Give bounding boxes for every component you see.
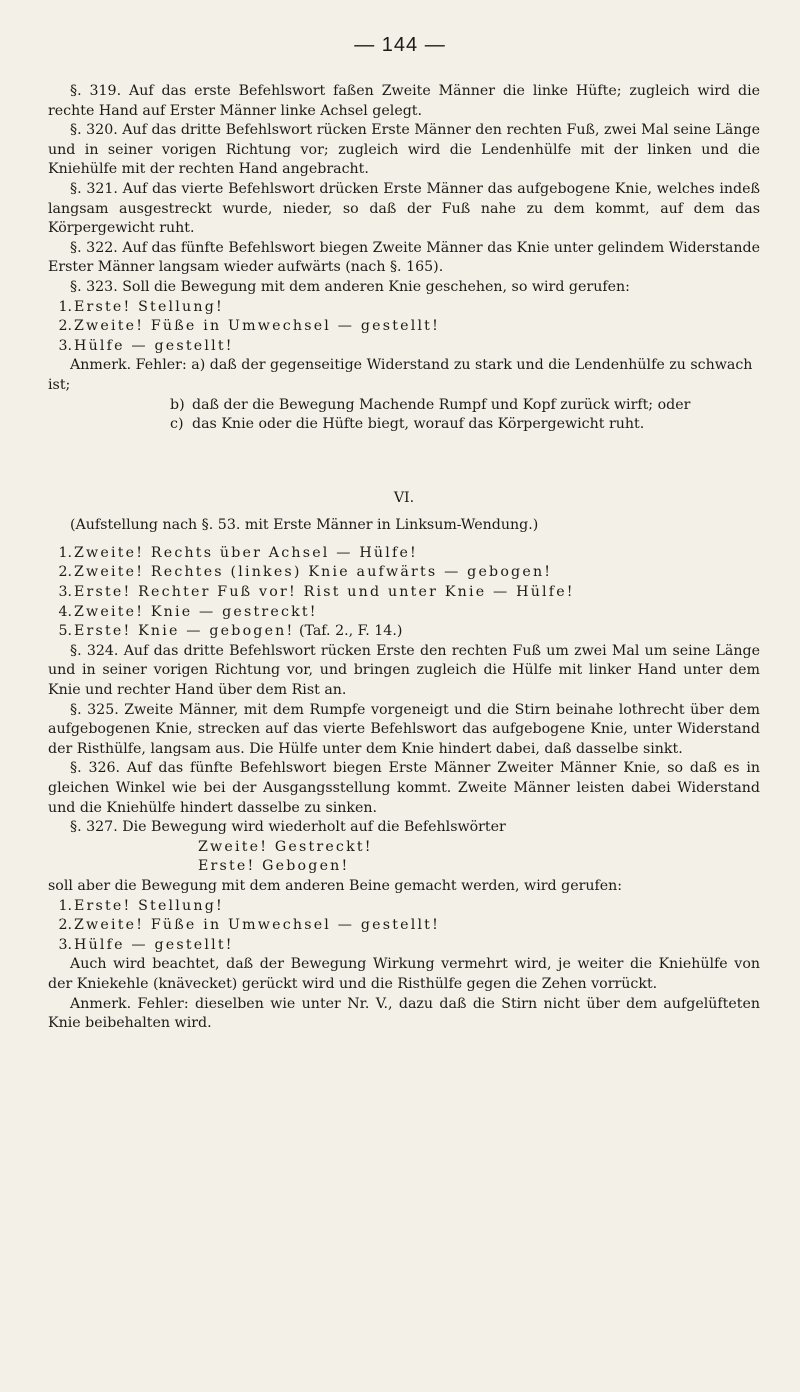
command-item: 3. Erste! Rechter Fuß vor! Rist und unter Knie — Hülfe! (58, 584, 575, 601)
anmerk-2: Anmerk. Fehler: dieselben wie unter Nr. V., dazu daß die Stirn nicht über dem aufgelüfteten Knie beibehalten wird. (48, 995, 760, 1032)
section-title: VI. (393, 489, 415, 506)
command-line: Zweite! Gestreckt! (198, 838, 373, 855)
command-item: 4. Zweite! Knie — gestreckt! (58, 603, 318, 620)
figure-reference: (Taf. 2., F. 14.) (294, 623, 403, 640)
command-item: 2. Zweite! Füße in Umwechsel — gestellt! (58, 917, 440, 934)
command-list-2 (48, 544, 760, 642)
paragraph-323: §. 323. Soll die Bewegung mit dem anderen Knie geschehen, so wird gerufen: (70, 278, 630, 295)
anmerk-1-lead: Anmerk. Fehler: a) daß der gegenseitige Widerstand zu stark und die Lendenhülfe zu schwach ist; (48, 357, 753, 393)
command-item: 2. Zweite! Füße in Umwechsel — gestellt! (58, 318, 440, 335)
paragraph-322: §. 322. Auf das fünfte Befehlswort biegen Zweite Männer das Knie unter gelindem Widerstande Erster Männer langsam wieder aufwärts (nach §. 165). (48, 239, 760, 276)
paragraph-327: §. 327. Die Bewegung wird wiederholt auf die Befehlswörter (70, 819, 506, 836)
command-list-1 (48, 298, 760, 357)
command-item: 2. Zweite! Rechtes (linkes) Knie aufwärts — gebogen! (58, 564, 553, 581)
paragraph-325: §. 325. Zweite Männer, mit dem Rumpfe vorgeneigt und die Stirn beinahe lothrecht über dem aufgebogenen Knie, strecken auf das vierte Befehlswort das aufgebogene Knie, unter Widerstand der Risthülfe, langsam aus. Die Hülfe unter dem Knie hindert dabei, daß dasselbe sinkt. (48, 701, 760, 757)
page-body (48, 82, 760, 1034)
command-item: 3. Hülfe — gestellt! (58, 337, 234, 354)
paragraph-321: §. 321. Auf das vierte Befehlswort drücken Erste Männer das aufgebogene Knie, welches indeß langsam ausgestreckt wurde, nieder, so daß der Fuß nahe zu dem kommt, auf dem das Körpergewicht ruht. (48, 180, 760, 237)
command-list-4 (48, 897, 760, 956)
anmerk-1-item-c: c) das Knie oder die Hüfte biegt, worauf das Körpergewicht ruht. (170, 416, 645, 433)
section-subtitle: (Aufstellung nach §. 53. mit Erste Männer in Linksum-Wendung.) (70, 517, 539, 534)
paragraph-326: §. 326. Auf das fünfte Befehlswort biegen Erste Männer Zweiter Männer Knie, so daß es in gleichen Winkel wie bei der Ausgangsstellung kommt. Zweite Männer leisten dabei Widerstand und die Kniehülfe hindert dasselbe zu sinken. (48, 760, 760, 816)
anmerk-1-item-b: b) daß der die Bewegung Machende Rumpf und Kopf zurück wirft; oder (170, 396, 691, 413)
command-item: 1. Zweite! Rechts über Achsel — Hülfe! (58, 544, 418, 561)
paragraph-320: §. 320. Auf das dritte Befehlswort rücken Erste Männer den rechten Fuß, zwei Mal seine Länge und in seiner vorigen Richtung vor; zugleich wird die Lendenhülfe mit der linken und die Kniehülfe mit der rechten Hand angebracht. (48, 122, 760, 178)
paragraph-324: §. 324. Auf das dritte Befehlswort rücken Erste den rechten Fuß um zwei Mal um seine Länge und in seiner vorigen Richtung vor, und bringen zugleich die Hülfe mit linker Hand unter dem Knie und rechter Hand über dem Rist an. (48, 642, 760, 699)
command-line: Erste! Gebogen! (198, 858, 350, 875)
paragraph-final: Auch wird beachtet, daß der Bewegung Wirkung vermehrt wird, je weiter die Kniehülfe von der Kniekehle (knävecket) gerückt wird und die Risthülfe gegen die Zehen vorrückt. (48, 956, 760, 992)
paragraph-319: §. 319. Auf das erste Befehlswort faßen Zweite Männer die linke Hüfte; zugleich wird die rechte Hand auf Erster Männer linke Achsel gelegt. (48, 83, 760, 119)
command-item: 3. Hülfe — gestellt! (58, 936, 234, 953)
page-number: — 144 — (354, 34, 446, 56)
command-item: 5. Erste! Knie — gebogen! (Taf. 2., F. 14.) (58, 623, 403, 640)
paragraph-327-continued: soll aber die Bewegung mit dem anderen Beine gemacht werden, wird gerufen: (48, 877, 623, 894)
command-item: 1. Erste! Stellung! (58, 298, 224, 315)
command-item: 1. Erste! Stellung! (58, 897, 224, 914)
